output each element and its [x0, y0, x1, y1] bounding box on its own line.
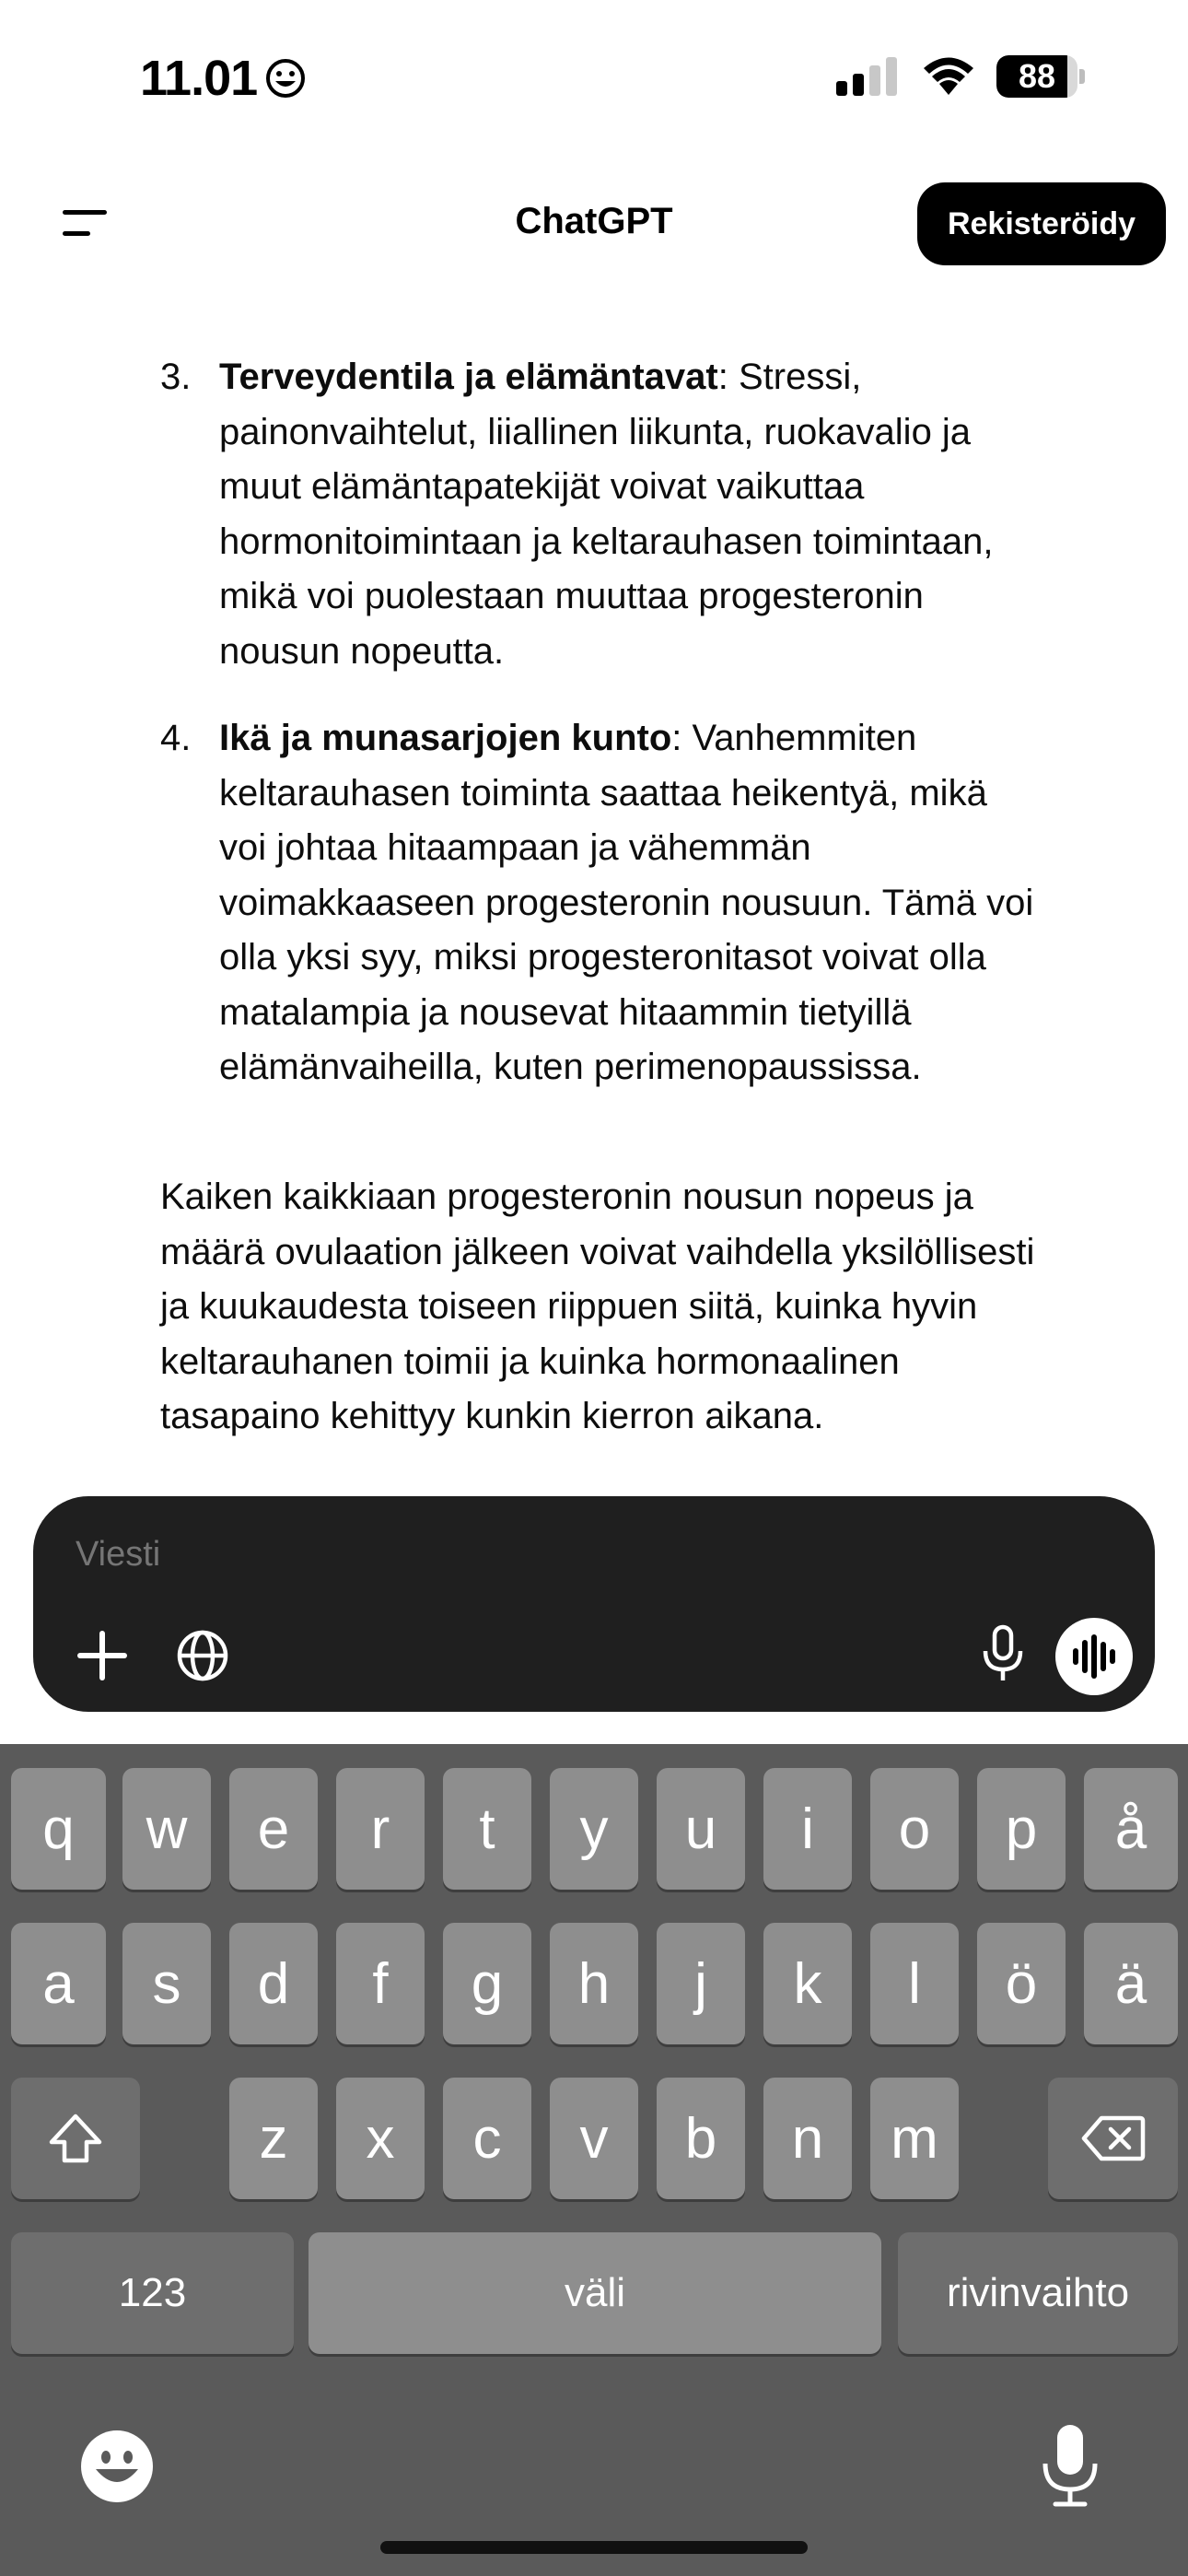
key-s[interactable]: s [122, 1923, 211, 2044]
register-button[interactable]: Rekisteröidy [917, 182, 1166, 265]
key-g[interactable]: g [443, 1923, 531, 2044]
status-bar [0, 0, 1188, 157]
key-q[interactable]: q [11, 1768, 106, 1890]
plus-icon[interactable] [72, 1625, 133, 1686]
battery-level: 88 [1018, 57, 1056, 95]
shift-key[interactable] [11, 2078, 140, 2199]
key-a-umlaut[interactable]: ä [1084, 1923, 1178, 2044]
cellular-signal-icon [836, 57, 901, 96]
key-j[interactable]: j [657, 1923, 745, 2044]
return-key[interactable]: rivinvaihto [898, 2232, 1178, 2354]
key-y[interactable]: y [550, 1768, 638, 1890]
backspace-key[interactable] [1048, 2078, 1178, 2199]
space-key[interactable]: väli [309, 2232, 881, 2354]
key-d[interactable]: d [229, 1923, 318, 2044]
waveform-icon [1055, 1618, 1133, 1695]
key-o-umlaut[interactable]: ö [977, 1923, 1066, 2044]
message-composer [33, 1496, 1155, 1712]
message-summary: Kaiken kaikkiaan progesteronin nousun nopeus ja määrä ovulaation jälkeen voivat vaihdella yksilöllisesti ja kuukaudesta toiseen riippuen siitä, kuinka hyvin keltarauhanen toimii ja kuinka hormonaalinen tasapaino kehittyy kunkin kierron aikana. [160, 1177, 1035, 1436]
home-indicator[interactable] [380, 2541, 808, 2554]
backspace-icon [1081, 2114, 1146, 2162]
key-a[interactable]: a [11, 1923, 106, 2044]
message-input[interactable] [76, 1535, 904, 1575]
shift-icon [46, 2111, 105, 2166]
smiley-icon [264, 57, 307, 100]
emoji-keyboard-icon[interactable] [79, 2429, 155, 2504]
key-z[interactable]: z [229, 2078, 318, 2199]
key-v[interactable]: v [550, 2078, 638, 2199]
key-a-ring[interactable]: å [1084, 1768, 1178, 1890]
key-e[interactable]: e [229, 1768, 318, 1890]
app-header [0, 157, 1188, 286]
status-time [140, 50, 307, 107]
key-w[interactable]: w [122, 1768, 211, 1890]
key-l[interactable]: l [870, 1923, 959, 2044]
wifi-icon [921, 56, 976, 97]
key-i[interactable]: i [763, 1768, 852, 1890]
numbers-key[interactable]: 123 [11, 2232, 294, 2354]
status-indicators [836, 55, 1085, 98]
key-c[interactable]: c [443, 2078, 531, 2199]
key-b[interactable]: b [657, 2078, 745, 2199]
microphone-icon[interactable] [976, 1623, 1030, 1684]
list-item: 3. Terveydentila ja elämäntavat: Stressi, painonvaihtelut, liiallinen liikunta, ruokavalio ja muut elämäntapatekijät voivat vaikuttaa hormonitoimintaan ja keltarauhasen toimintaan, mikä voi puolestaan muuttaa progesteronin nousun nopeutta. [160, 350, 1118, 679]
battery-icon [996, 55, 1085, 98]
globe-icon[interactable] [175, 1628, 230, 1683]
clock: 11.01 [140, 51, 258, 106]
key-o[interactable]: o [870, 1768, 959, 1890]
key-n[interactable]: n [763, 2078, 852, 2199]
dictation-microphone-icon[interactable] [1041, 2423, 1100, 2508]
key-u[interactable]: u [657, 1768, 745, 1890]
list-number: 3. [160, 357, 192, 397]
key-h[interactable]: h [550, 1923, 638, 2044]
key-x[interactable]: x [336, 2078, 425, 2199]
chat-messages [0, 249, 1188, 1446]
list-number: 4. [160, 718, 192, 758]
page-title: ChatGPT [515, 201, 673, 241]
list-item-heading: Ikä ja munasarjojen kunto [219, 718, 672, 758]
list-item: 4. Ikä ja munasarjojen kunto: Vanhemmiten keltarauhasen toiminta saattaa heikentyä, mikä voi johtaa hitaampaan ja vähemmän voimakkaaseen progesteronin nousuun. Tämä voi olla yksi syy, miksi progesteronitasot voivat olla matalampia ja nousevat hitaammin tietyillä elämänvaiheilla, kuten perimenopaussissa. [160, 711, 1118, 1095]
key-k[interactable]: k [763, 1923, 852, 2044]
key-f[interactable]: f [336, 1923, 425, 2044]
key-m[interactable]: m [870, 2078, 959, 2199]
key-p[interactable]: p [977, 1768, 1066, 1890]
voice-mode-button[interactable] [1055, 1618, 1133, 1695]
key-r[interactable]: r [336, 1768, 425, 1890]
key-t[interactable]: t [443, 1768, 531, 1890]
list-item-heading: Terveydentila ja elämäntavat [219, 357, 718, 397]
